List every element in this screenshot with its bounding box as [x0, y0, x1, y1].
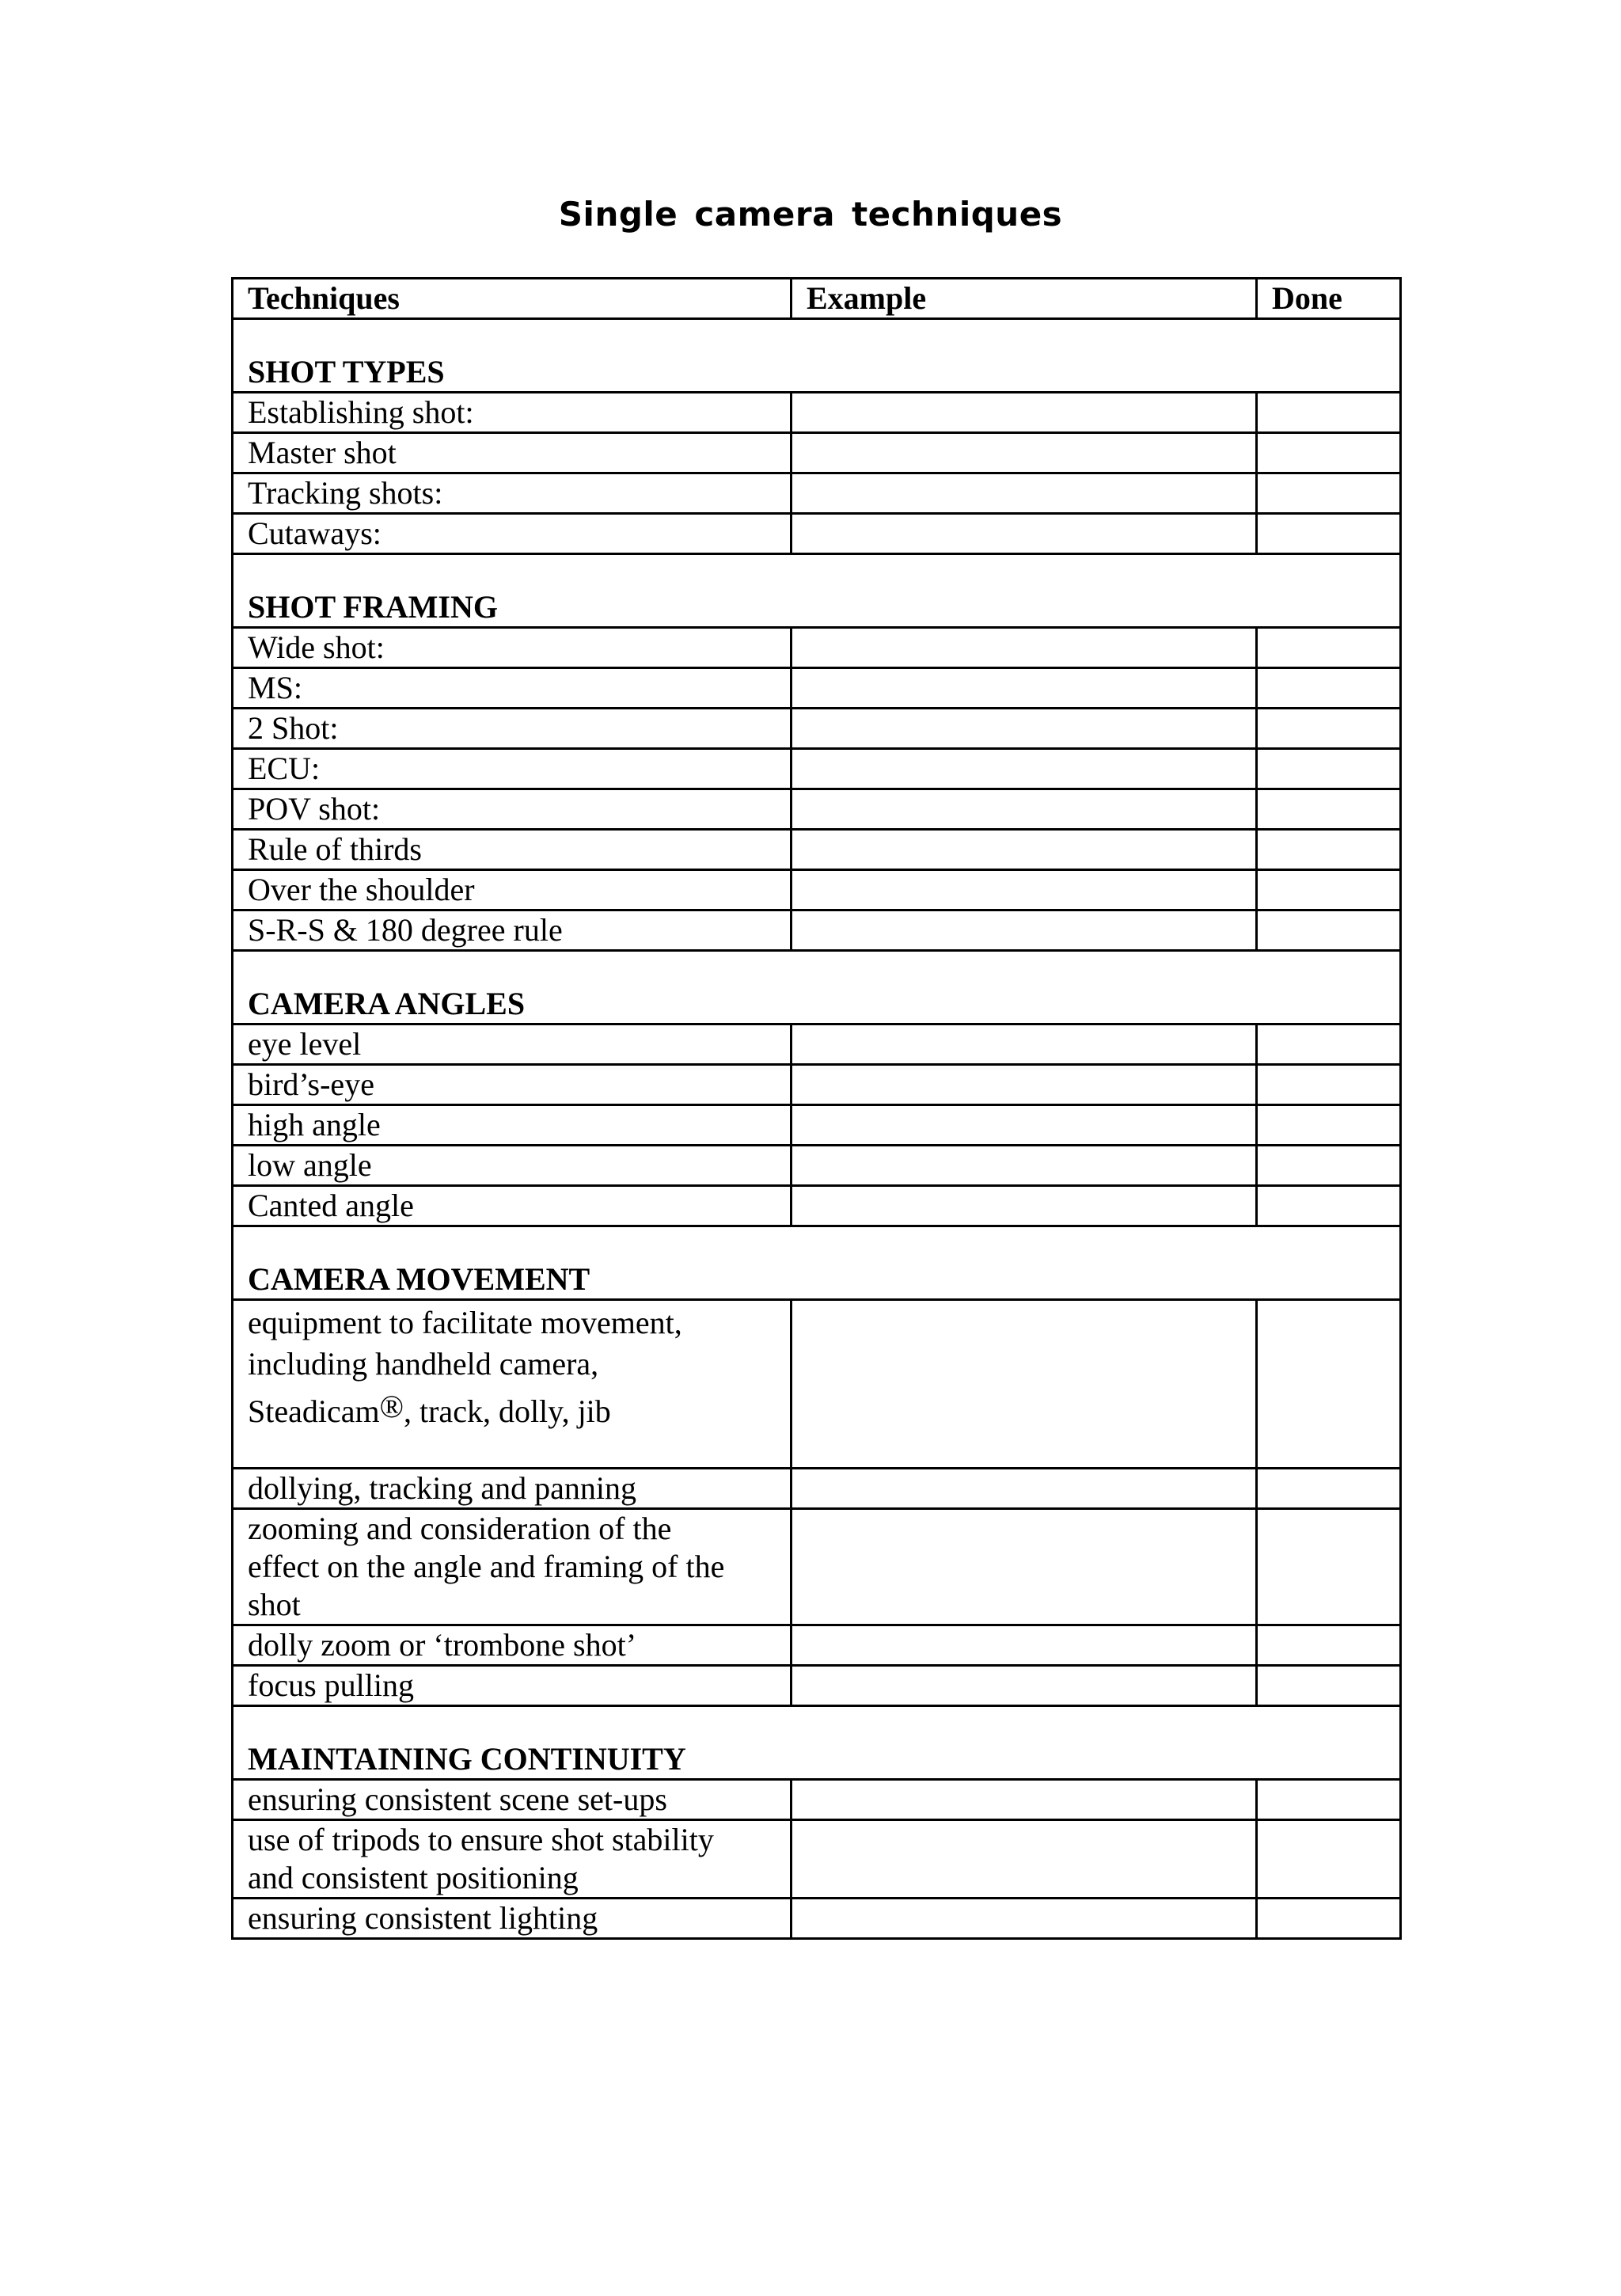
technique-cell: 2 Shot:	[233, 709, 792, 749]
done-cell[interactable]	[1257, 1625, 1401, 1666]
technique-cell: Tracking shots:	[233, 473, 792, 514]
technique-cell: Establishing shot:	[233, 393, 792, 433]
example-cell[interactable]	[792, 433, 1257, 473]
table-row	[233, 1780, 1401, 1820]
section-heading: CAMERA MOVEMENT	[233, 1226, 1401, 1300]
table-row	[233, 1105, 1401, 1146]
example-cell[interactable]	[792, 1509, 1257, 1625]
done-cell[interactable]	[1257, 1509, 1401, 1625]
example-cell[interactable]	[792, 789, 1257, 830]
table-row	[233, 910, 1401, 951]
table-row	[233, 514, 1401, 554]
table-row	[233, 1024, 1401, 1065]
done-cell[interactable]	[1257, 789, 1401, 830]
technique-cell: Rule of thirds	[233, 830, 792, 870]
technique-cell: ECU:	[233, 749, 792, 789]
table-row	[233, 830, 1401, 870]
section-row-shot-types	[233, 319, 1401, 393]
example-cell[interactable]	[792, 1146, 1257, 1186]
technique-line: and consistent positioning	[248, 1860, 579, 1895]
section-row-camera-angles	[233, 951, 1401, 1024]
technique-cell: Over the shoulder	[233, 870, 792, 910]
techniques-table	[231, 277, 1402, 1940]
done-cell[interactable]	[1257, 870, 1401, 910]
technique-cell: Canted angle	[233, 1186, 792, 1226]
table-row	[233, 393, 1401, 433]
done-cell[interactable]	[1257, 1186, 1401, 1226]
table-row	[233, 1625, 1401, 1666]
table-row	[233, 1146, 1401, 1186]
example-cell[interactable]	[792, 749, 1257, 789]
done-cell[interactable]	[1257, 1065, 1401, 1105]
page-title: Single camera techniques	[558, 195, 1063, 234]
done-cell[interactable]	[1257, 1666, 1401, 1706]
done-cell[interactable]	[1257, 1469, 1401, 1509]
example-cell[interactable]	[792, 910, 1257, 951]
done-cell[interactable]	[1257, 473, 1401, 514]
table-row	[233, 1186, 1401, 1226]
section-heading: SHOT FRAMING	[233, 554, 1401, 628]
table-row	[233, 709, 1401, 749]
table-row	[233, 1469, 1401, 1509]
technique-cell	[233, 1300, 792, 1469]
technique-cell: ensuring consistent lighting	[233, 1899, 792, 1939]
table-row	[233, 433, 1401, 473]
example-cell[interactable]	[792, 870, 1257, 910]
done-cell[interactable]	[1257, 830, 1401, 870]
technique-cell: high angle	[233, 1105, 792, 1146]
example-cell[interactable]	[792, 1105, 1257, 1146]
technique-line: zooming and consideration of the	[248, 1511, 672, 1546]
section-row-maintaining-continuity	[233, 1706, 1401, 1780]
section-heading: MAINTAINING CONTINUITY	[233, 1706, 1401, 1780]
table-row	[233, 628, 1401, 668]
example-cell[interactable]	[792, 1820, 1257, 1899]
done-cell[interactable]	[1257, 668, 1401, 709]
steadicam-text: Steadicam	[248, 1393, 380, 1429]
registered-mark: ®	[379, 1389, 404, 1424]
technique-line: equipment to facilitate movement,	[248, 1305, 682, 1340]
technique-line: use of tripods to ensure shot stability	[248, 1822, 714, 1857]
done-cell[interactable]	[1257, 1105, 1401, 1146]
section-row-shot-framing	[233, 554, 1401, 628]
example-cell[interactable]	[792, 1780, 1257, 1820]
technique-cell	[233, 1509, 792, 1625]
equipment-list-text: , track, dolly, jib	[404, 1393, 611, 1429]
example-cell[interactable]	[792, 1300, 1257, 1469]
done-cell[interactable]	[1257, 514, 1401, 554]
done-cell[interactable]	[1257, 1146, 1401, 1186]
table-row	[233, 1300, 1401, 1469]
technique-line: effect on the angle and framing of the	[248, 1549, 725, 1584]
technique-line	[248, 1389, 776, 1431]
done-cell[interactable]	[1257, 393, 1401, 433]
technique-cell: dollying, tracking and panning	[233, 1469, 792, 1509]
done-cell[interactable]	[1257, 1300, 1401, 1469]
example-cell[interactable]	[792, 514, 1257, 554]
table-row	[233, 1509, 1401, 1625]
technique-cell: Wide shot:	[233, 628, 792, 668]
example-cell[interactable]	[792, 628, 1257, 668]
section-heading: CAMERA ANGLES	[233, 951, 1401, 1024]
example-cell[interactable]	[792, 1065, 1257, 1105]
done-cell[interactable]	[1257, 1024, 1401, 1065]
table-header-row	[233, 279, 1401, 319]
example-cell[interactable]	[792, 473, 1257, 514]
example-cell[interactable]	[792, 1666, 1257, 1706]
example-cell[interactable]	[792, 668, 1257, 709]
technique-cell: bird’s-eye	[233, 1065, 792, 1105]
example-cell[interactable]	[792, 1625, 1257, 1666]
technique-cell: S-R-S & 180 degree rule	[233, 910, 792, 951]
done-cell[interactable]	[1257, 709, 1401, 749]
technique-cell: Master shot	[233, 433, 792, 473]
technique-line: shot	[248, 1587, 301, 1622]
table-row	[233, 870, 1401, 910]
technique-line: including handheld camera,	[248, 1346, 599, 1382]
table-row	[233, 1820, 1401, 1899]
done-cell[interactable]	[1257, 433, 1401, 473]
example-cell[interactable]	[792, 830, 1257, 870]
column-header-done: Done	[1257, 279, 1401, 319]
done-cell[interactable]	[1257, 749, 1401, 789]
table-row	[233, 1065, 1401, 1105]
done-cell[interactable]	[1257, 628, 1401, 668]
example-cell[interactable]	[792, 1186, 1257, 1226]
table-row	[233, 749, 1401, 789]
table-row	[233, 473, 1401, 514]
example-cell[interactable]	[792, 393, 1257, 433]
table-row	[233, 668, 1401, 709]
done-cell[interactable]	[1257, 1780, 1401, 1820]
technique-cell: Cutaways:	[233, 514, 792, 554]
example-cell[interactable]	[792, 1899, 1257, 1939]
column-header-techniques: Techniques	[233, 279, 792, 319]
section-heading: SHOT TYPES	[233, 319, 1401, 393]
done-cell[interactable]	[1257, 910, 1401, 951]
table-row	[233, 789, 1401, 830]
column-header-example: Example	[792, 279, 1257, 319]
example-cell[interactable]	[792, 709, 1257, 749]
done-cell[interactable]	[1257, 1820, 1401, 1899]
section-row-camera-movement	[233, 1226, 1401, 1300]
technique-cell: dolly zoom or ‘trombone shot’	[233, 1625, 792, 1666]
example-cell[interactable]	[792, 1024, 1257, 1065]
table-row	[233, 1666, 1401, 1706]
technique-cell: focus pulling	[233, 1666, 792, 1706]
example-cell[interactable]	[792, 1469, 1257, 1509]
technique-cell: low angle	[233, 1146, 792, 1186]
technique-cell: ensuring consistent scene set-ups	[233, 1780, 792, 1820]
technique-cell: MS:	[233, 668, 792, 709]
table-row	[233, 1899, 1401, 1939]
technique-cell: POV shot:	[233, 789, 792, 830]
technique-cell	[233, 1820, 792, 1899]
done-cell[interactable]	[1257, 1899, 1401, 1939]
technique-cell: eye level	[233, 1024, 792, 1065]
